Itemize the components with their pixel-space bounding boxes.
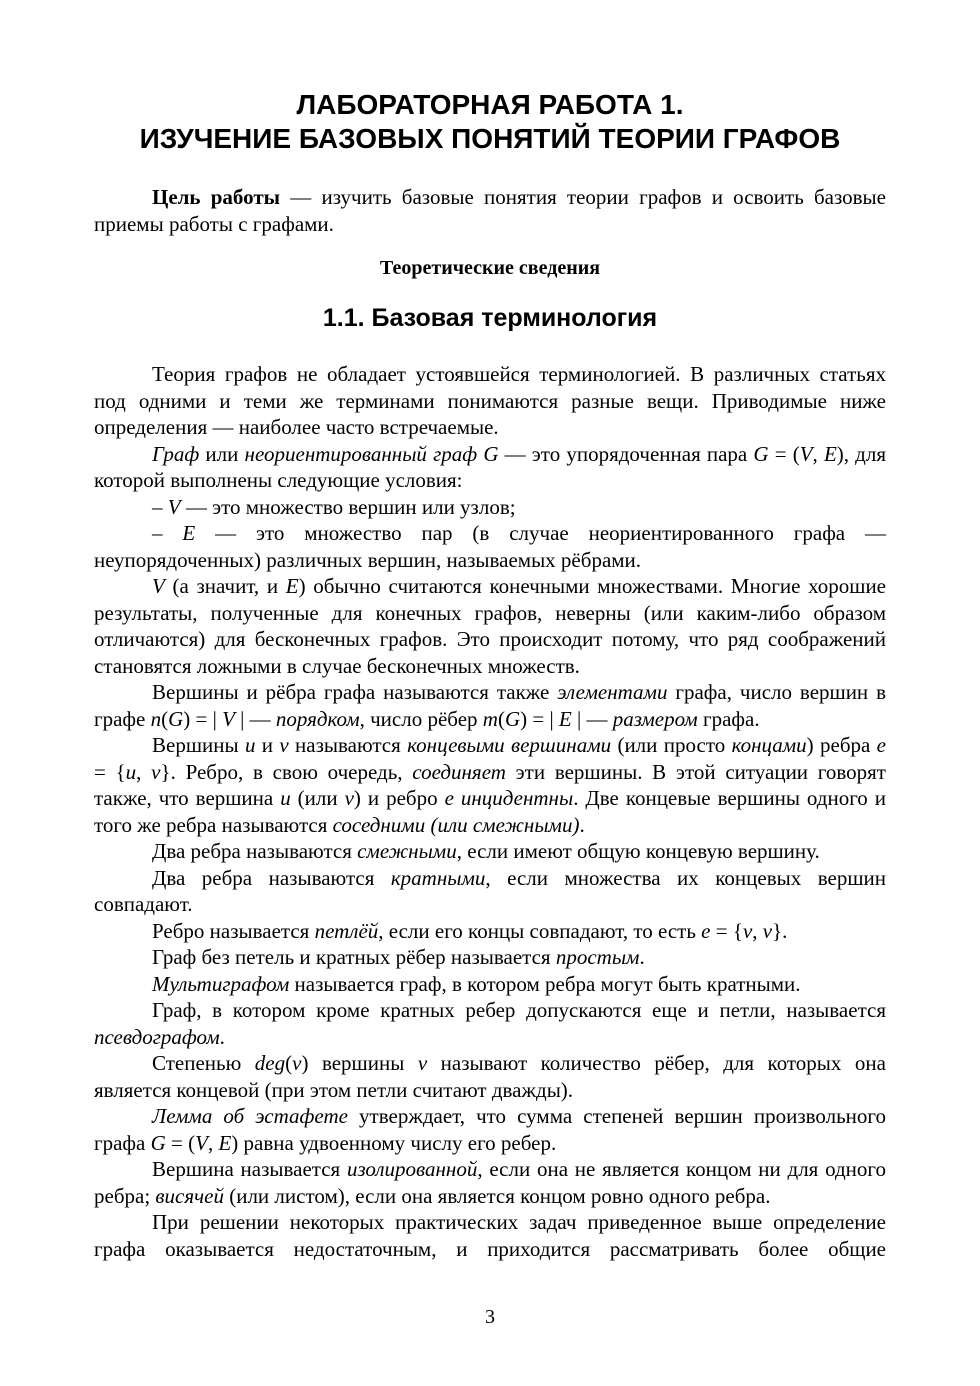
paragraph-simple-graph: Граф без петель и кратных рёбер называется простым. [152, 945, 645, 969]
page-number: 3 [485, 1306, 495, 1328]
paragraph-edge-set: – E — это множество пар (в случае неориентированного графа — неупорядоченных) различных вершин, называемых рёбрами. [94, 521, 887, 572]
document-page [94, 88, 886, 1262]
paragraph-multiple-edges: Два ребра называются кратными, если множества их концевых вершин совпадают. [94, 865, 886, 916]
title-line-1: ЛАБОРАТОРНАЯ РАБОТА 1. [296, 89, 684, 120]
lab-title [94, 88, 886, 156]
paragraph-adjacent-edges: Два ребра называются смежными, если имеют общую концевую вершину. [152, 839, 820, 863]
section-heading: 1.1. Базовая терминология [322, 304, 658, 332]
paragraph-graph-definition: Граф или неориентированный граф G — это упорядоченная пара G = (V, E), для которой выполнены следующие условия: [94, 441, 886, 492]
theory-heading: Теоретические сведения [379, 257, 601, 279]
paragraph-loop: Ребро называется петлёй, если его концы совпадают, то есть e = {v, v}. [152, 918, 788, 943]
paragraph-pseudograph: Граф, в котором кроме кратных ребер допускаются еще и петли, называется псевдографом. [94, 998, 886, 1049]
goal-label: Цель работы [152, 185, 281, 209]
body-text [94, 361, 886, 1262]
paragraph-intro: Теория графов не обладает устоявшейся терминологией. В различных статьях под одними и теми же терминами понимаются разные вещи. Приводимые ниже определения — наиболее часто встречаемые. [94, 362, 886, 439]
paragraph-order-size: Вершины и рёбра графа называются также элементами графа, число вершин в графе n(G) = | V | — порядком, число рёбер m(G) = | E | — размером графа. [94, 680, 886, 731]
goal-text: — изучить базовые понятия теории графов и освоить базовые приемы работы с графами. [94, 185, 886, 236]
paragraph-degree: Степенью deg(v) вершины v называют количество рёбер, для которых она является концевой (при этом петли считают дважды). [94, 1051, 886, 1102]
paragraph-handshake-lemma: Лемма об эстафете утверждает, что сумма степеней вершин произвольного графа G = (V, E) равна удвоенному числу его ребер. [94, 1104, 887, 1155]
paragraph-finite-sets: V (а значит, и E) обычно считаются конечными множествами. Многие хорошие результаты, полученные для конечных графов, неверны (или каким-либо образом отличаются) для бесконечных графов. Это происходит потому, что ряд соображений становятся ложными в случае бесконечных множеств. [94, 574, 887, 678]
paragraph-multigraph: Мультиграфом называется граф, в котором ребра могут быть кратными. [152, 971, 801, 996]
paragraph-isolated-vertex: Вершина называется изолированной, если она не является концом ни для одного ребра; висячей (или листом), если она является концом ровно одного ребра. [94, 1157, 886, 1208]
paragraph-endpoints: Вершины u и v называются концевыми вершинами (или просто концами) ребра e = {u, v}. Ребро, в свою очередь, соединяет эти вершины. В этой ситуации говорят также, что вершина u (или v) и ребро e инцидентны. Две концевые вершины одного и того же ребра называются соседними (или смежными). [94, 733, 887, 837]
paragraph-general-definition: При решении некоторых практических задач приведенное выше определение графа оказывается недостаточным, и приходится рассматривать более общие [94, 1210, 886, 1261]
title-line-2: ИЗУЧЕНИЕ БАЗОВЫХ ПОНЯТИЙ ТЕОРИИ ГРАФОВ [139, 123, 841, 154]
goal-paragraph [94, 184, 886, 237]
paragraph-vertex-set: – V — это множество вершин или узлов; [152, 494, 516, 519]
